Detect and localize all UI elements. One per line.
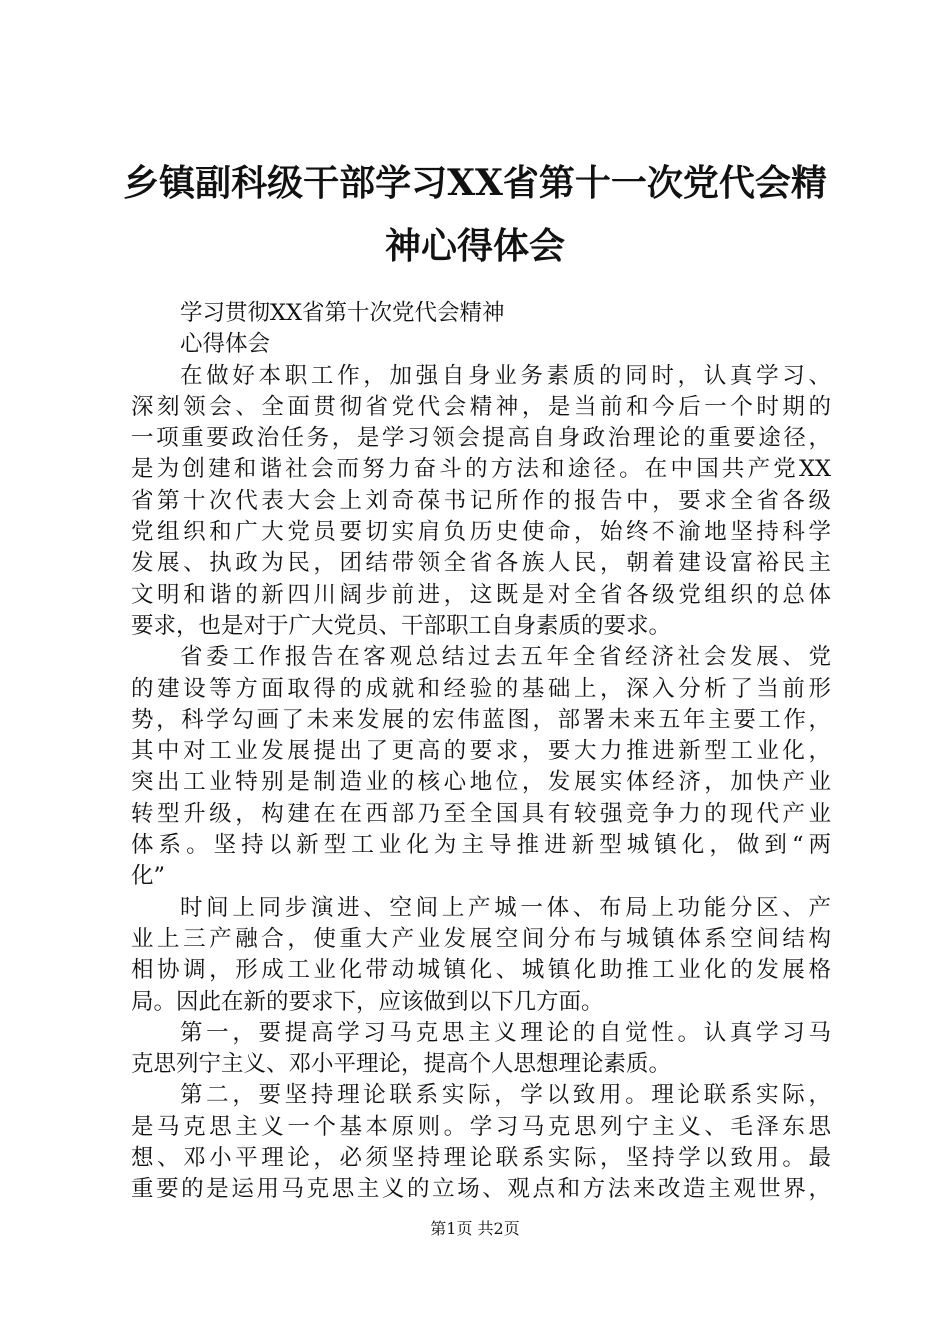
text-line: 业上三产融合，使重大产业发展空间分布与城镇体系空间结构 [131,925,831,952]
text-line: 一项重要政治任务，是学习领会提高自身政治理论的重要途径， [131,425,831,452]
text-line: 突出工业特别是制造业的核心地位，发展实体经济，加快产业 [131,769,831,796]
text-line: 其中对工业发展提出了更高的要求，要大力推进新型工业化， [131,738,831,765]
text-line: 省第十次代表大会上刘奇葆书记所作的报告中，要求全省各级 [131,487,831,514]
text-line: 发展、执政为民，团结带领全省各族人民，朝着建设富裕民主 [131,550,831,577]
text-line: 势，科学勾画了未来发展的宏伟蓝图，部署未来五年主要工作， [131,706,831,733]
subtitle-line: 学习贯彻XX省第十次党代会精神 [180,300,505,326]
text-line: 第一，要提高学习马克思主义理论的自觉性。认真学习马 [180,1019,831,1046]
text-line: 相协调，形成工业化带动城镇化、城镇化助推工业化的发展格 [131,957,831,984]
text-line: 想、邓小平理论，必须坚持理论联系实际，坚持学以致用。最 [131,1145,831,1172]
page-footer: 第1页 共2页 [430,1219,520,1238]
text-line: 时间上同步演进、空间上产城一体、布局上功能分区、产 [180,894,831,921]
text-line: 重要的是运用马克思主义的立场、观点和方法来改造主观世界， [131,1176,831,1203]
text-line: 的建设等方面取得的成就和经验的基础上，深入分析了当前形 [131,675,831,702]
text-line: 是马克思主义一个基本原则。学习马克思列宁主义、毛泽东思 [131,1113,831,1140]
document-title-line-1: 乡镇副科级干部学习XX省第十一次党代会精 [123,162,827,204]
text-line: 第二，要坚持理论联系实际，学以致用。理论联系实际， [180,1082,831,1109]
text-line: 局。因此在新的要求下，应该做到以下几方面。 [131,988,604,1015]
text-line: 体系。坚持以新型工业化为主导推进新型城镇化，做到“两 [131,832,831,859]
text-line: 是为创建和谐社会而努力奋斗的方法和途径。在中国共产党XX [131,456,831,483]
text-line: 省委工作报告在客观总结过去五年全省经济社会发展、党 [180,644,831,671]
subtitle-line: 心得体会 [180,331,271,358]
text-line: 转型升级，构建在在西部乃至全国具有较强竞争力的现代产业 [131,800,831,827]
text-line: 要求，也是对于广大党员、干部职工自身素质的要求。 [131,612,672,639]
document-title-line-2: 神心得体会 [384,225,565,267]
text-line: 文明和谐的新四川阔步前进，这既是对全省各级党组织的总体 [131,581,831,608]
text-line: 深刻领会、全面贯彻省党代会精神，是当前和今后一个时期的 [131,393,831,420]
text-line: 党组织和广大党员要切实肩负历史使命，始终不渝地坚持科学 [131,519,831,546]
document-body [131,298,831,1206]
text-line: 化” [131,863,166,890]
text-line: 克思列宁主义、邓小平理论，提高个人思想理论素质。 [131,1051,672,1078]
text-line: 在做好本职工作，加强自身业务素质的同时，认真学习、 [180,362,831,389]
